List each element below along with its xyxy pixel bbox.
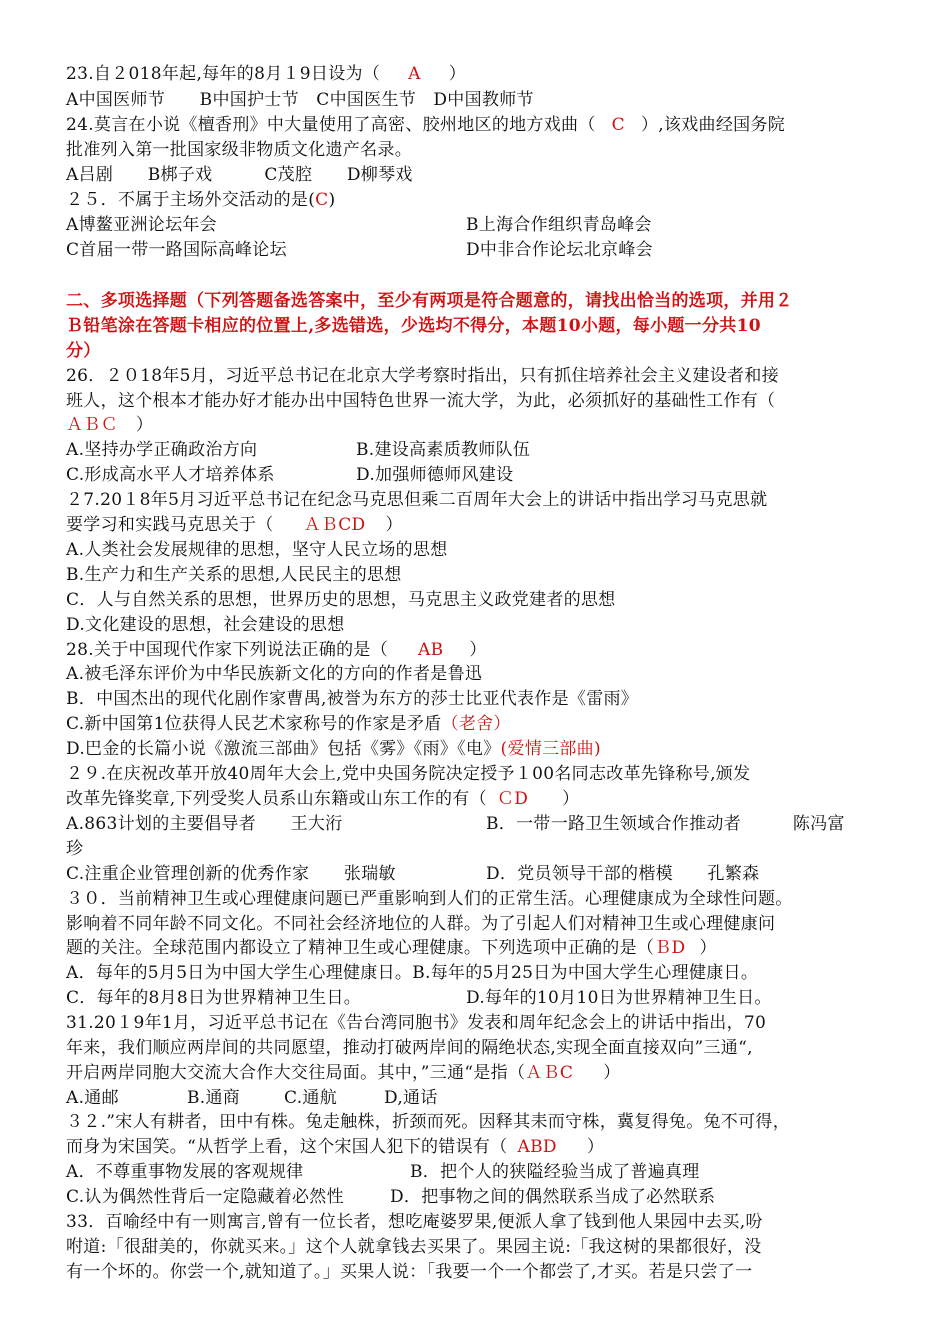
q26-answer-line: ＡＢＣ ） — [66, 415, 154, 435]
q29-stem-line2: 改革先锋奖章,下列受奖人员系山东籍或山东工作的有（ ＣD ） — [66, 789, 580, 809]
q31-options: A.通邮 B.通商 C.通航 D,通话 — [66, 1088, 438, 1108]
q27-option-b: B.生产力和生产关系的思想,人民民主的思想 — [66, 565, 402, 585]
q26-answer: ＡＢＣ — [66, 415, 118, 435]
q31-stem-line1: 31.20１9年1月，习近平总书记在《告台湾同胞书》发表和周年纪念会上的讲话中指出，70 — [66, 1013, 767, 1033]
q32-stem-line1: ３２.”宋人有耕者，田中有株。兔走触株，折颈而死。因释其耒而守株，冀复得兔。兔不可得， — [66, 1112, 790, 1132]
q23-answer: A — [408, 64, 421, 84]
q32-stem-line2: 而身为宋国笑。“从哲学上看，这个宋国人犯下的错误有（ ABD ） — [66, 1137, 605, 1157]
q29-options-row2: C.注重企业管理创新的优秀作家 张瑞敏 D．党员领导干部的楷模 孔繁森 — [66, 864, 760, 884]
q28-option-c-note: （老舍） — [441, 714, 511, 734]
q24-answer: C — [611, 115, 625, 135]
q30-options-cd: C．每年的8月8日为世界精神卫生日。 D.每年的10月10日为世界精神卫生日。 — [66, 988, 772, 1008]
q33-stem-line2: 咐道:「很甜美的，你就买来。」这个人就拿钱去买果了。果园主说:「我这树的果都很好，没 — [66, 1237, 762, 1257]
q27-option-c: C．人与自然关系的思想，世界历史的思想，马克思主义政党建者的思想 — [66, 590, 616, 610]
q29-stem-line1: ２９.在庆祝改革开放40周年大会上,党中央国务院决定授予１00名同志改革先锋称号,颁发 — [66, 764, 751, 784]
q29-answer: ＣD — [496, 789, 529, 809]
q33-stem-line3: 有一个坏的。你尝一个,就知道了。」买果人说：「我要一个一个都尝了,才买。若是只尝了一 — [66, 1262, 753, 1282]
section2-heading-line3: 分） — [66, 341, 101, 361]
q25-options-row1: A博鳌亚洲论坛年会 B上海合作组织青岛峰会 — [66, 215, 652, 235]
section2-heading-line2: Ｂ铅笔涂在答题卡相应的位置上,多选错选，少选均不得分，本题10小题，每小题一分共10 — [66, 316, 761, 336]
q28-stem: 28.关于中国现代作家下列说法正确的是（ AB ） — [66, 640, 487, 660]
q30-stem-line3: 题的关注。全球范围内都设立了精神卫生或心理健康。下列选项中正确的是（ＢD ） — [66, 938, 717, 958]
q28-option-d: D.巴金的长篇小说《激流三部曲》包括《雾》《雨》《电》(爱情三部曲) — [66, 739, 601, 759]
q23-options: A中国医师节 B中国护士节 C中国医生节 D中国教师节 — [66, 90, 534, 110]
q30-options-ab: A．每年的5月5日为中国大学生心理健康日。B.每年的5月25日为中国大学生心理健康日。 — [66, 963, 759, 983]
q24-options: A吕剧 B梆子戏 C茂腔 D柳琴戏 — [66, 165, 413, 185]
q26-options-row2: C.形成高水平人才培养体系 D.加强师德师风建设 — [66, 465, 514, 485]
q26-stem-line2: 班人，这个根本才能办好才能办出中国特色世界一流大学，为此，必须抓好的基础性工作有（ — [66, 391, 776, 411]
q28-option-d-note: (爱情三部曲) — [500, 739, 601, 759]
q33-stem-line1: 33．百喻经中有一则寓言,曾有一位长者，想吃庵婆罗果,便派人拿了钱到他人果园中去买,吩 — [66, 1212, 763, 1232]
q28-option-b: B．中国杰出的现代化剧作家曹禺,被誉为东方的莎士比亚代表作是《雷雨》 — [66, 689, 639, 709]
q23-stem: 23.自２018年起,每年的8月１9日设为（ A ） — [66, 64, 467, 84]
q32-options-row1: A．不尊重事物发展的客观规律 B．把个人的狭隘经验当成了普遍真理 — [66, 1162, 700, 1182]
q30-stem-line2: 影响着不同年龄不同文化。不同社会经济地位的人群。为了引起人们对精神卫生或心理健康问 — [66, 914, 776, 934]
q24-stem: 24.莫言在小说《檀香刑》中大量使用了高密、胶州地区的地方戏曲（ C ）,该戏曲经国务院 — [66, 115, 786, 135]
q30-stem-line1: ３０．当前精神卫生或心理健康问题已严重影响到人们的正常生活。心理健康成为全球性问题。 — [66, 889, 793, 909]
q28-option-a: A.被毛泽东评价为中华民族新文化的方向的作者是鲁迅 — [66, 664, 483, 684]
q27-answer: ＡＢCD — [303, 515, 366, 535]
q29-option-b-cont: 珍 — [66, 839, 84, 859]
section2-heading-line1: 二、多项选择题（下列答题备选答案中，至少有两项是符合题意的，请找出恰当的选项，并用２ — [66, 291, 793, 311]
q27-option-a: A.人类社会发展规律的思想，坚守人民立场的思想 — [66, 540, 448, 560]
q31-stem-line3: 开启两岸同胞大交流大合作大交往局面。其中，”三通“是指（ＡＢC ） — [66, 1063, 621, 1083]
q24-stem-cont: 批准列入第一批国家级非物质文化遗产名录。 — [66, 140, 412, 160]
q26-options-row1: A.坚持办学正确政治方向 B.建设高素质教师队伍 — [66, 440, 531, 460]
q25-stem: ２５．不属于主场外交活动的是(C) — [66, 190, 336, 210]
q29-options-row1: A.863计划的主要倡导者 王大洐 B．一带一路卫生领域合作推动者 陈冯富 — [66, 814, 845, 834]
q25-answer: C — [315, 190, 329, 210]
q28-option-c: C.新中国第1位获得人民艺术家称号的作家是矛盾（老舍） — [66, 714, 511, 734]
q30-answer: ＢD — [654, 938, 686, 958]
q31-answer: ＡＢC — [525, 1063, 574, 1083]
q31-stem-line2: 年来，我们顺应两岸间的共同愿望，推动打破两岸间的隔绝状态,实现全面直接双向”三通“, — [66, 1038, 753, 1058]
q32-options-row2: C.认为偶然性背后一定隐藏着必然性 D．把事物之间的偶然联系当成了必然联系 — [66, 1187, 716, 1207]
q25-options-row2: C首届一带一路国际高峰论坛 D中非合作论坛北京峰会 — [66, 240, 653, 260]
q32-answer: ABD — [517, 1137, 557, 1157]
q27-stem-line2: 要学习和实践马克思关于（ ＡＢCD ） — [66, 515, 403, 535]
q26-stem-line1: 26．２０18年5月，习近平总书记在北京大学考察时指出，只有抓住培养社会主义建设者和接 — [66, 366, 779, 386]
q27-stem-line1: ２7.20１8年5月习近平总书记在纪念马克思但乘二百周年大会上的讲话中指出学习马克思就 — [66, 490, 768, 510]
q28-answer: AB — [418, 640, 444, 660]
q27-option-d: D.文化建设的思想，社会建设的思想 — [66, 615, 345, 635]
